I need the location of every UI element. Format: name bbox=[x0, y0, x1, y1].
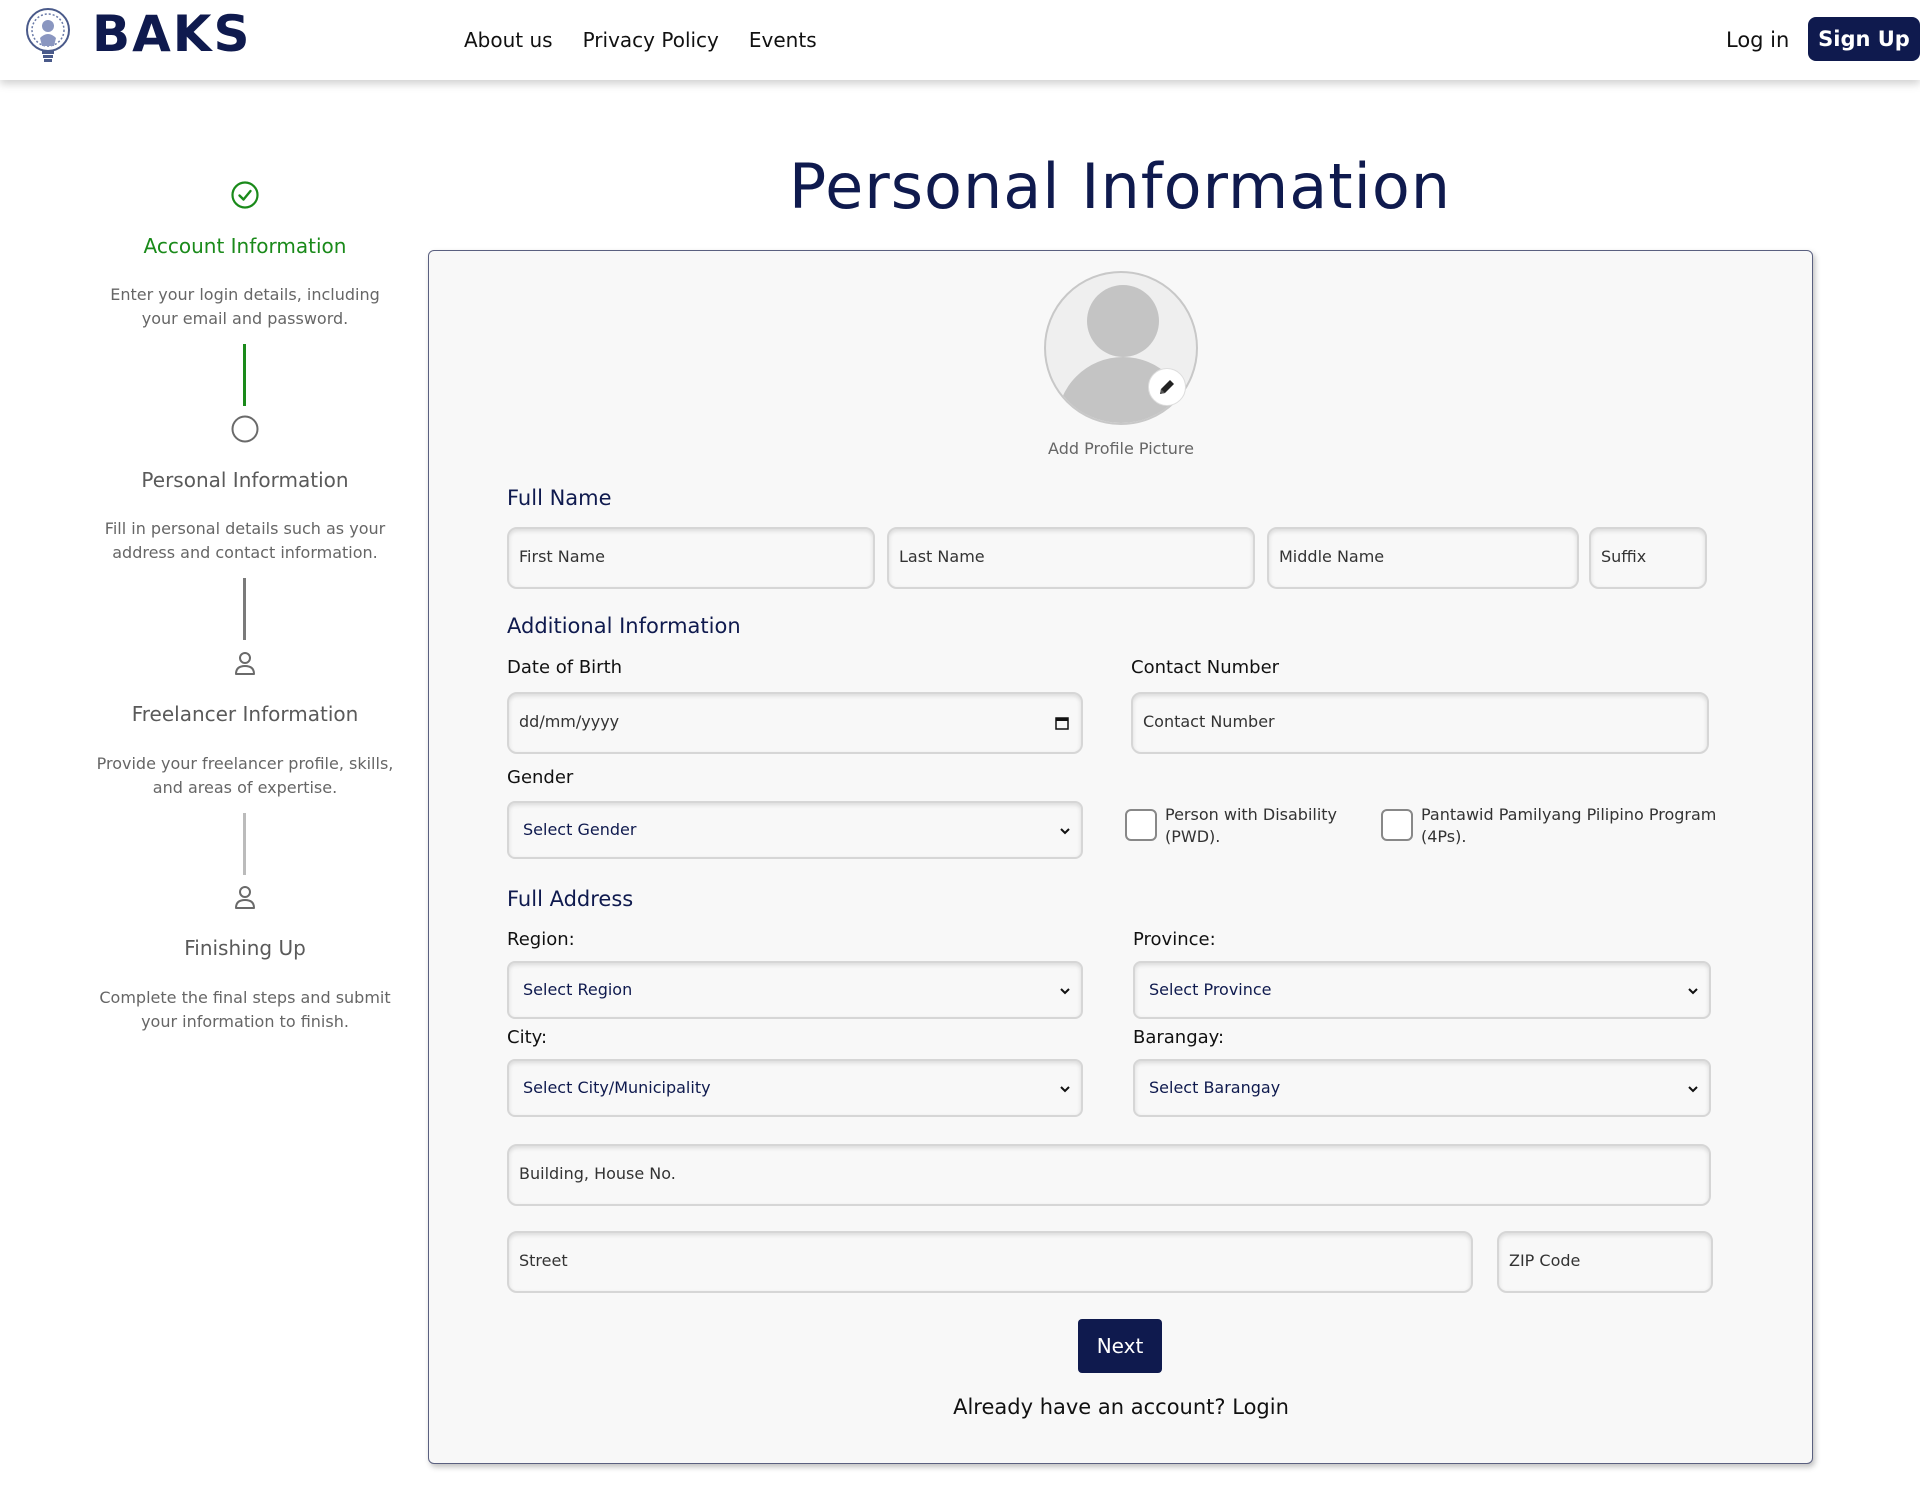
step-connector bbox=[243, 344, 246, 406]
pencil-icon bbox=[1156, 376, 1178, 398]
step-desc-personal: Fill in personal details such as your address and contact information. bbox=[104, 519, 386, 562]
pwd-label: Person with Disability (PWD). bbox=[1165, 805, 1338, 846]
chevron-down-icon bbox=[1687, 1083, 1699, 1095]
first-name-input[interactable]: First Name bbox=[507, 527, 875, 589]
province-label: Province: bbox=[1133, 929, 1216, 950]
step-desc-finishing: Complete the final steps and submit your information to finish. bbox=[99, 988, 391, 1031]
sign-up-button[interactable]: Sign Up bbox=[1808, 17, 1920, 61]
contact-number-input[interactable]: Contact Number bbox=[1131, 692, 1709, 754]
brand-name[interactable]: BAKS bbox=[92, 5, 252, 63]
nav-links bbox=[464, 24, 817, 56]
check-circle-icon bbox=[230, 180, 260, 210]
dob-label: Date of Birth bbox=[507, 657, 623, 678]
pwd-checkbox[interactable] bbox=[1125, 809, 1157, 841]
middle-name-input[interactable]: Middle Name bbox=[1267, 527, 1579, 589]
4ps-checkbox[interactable] bbox=[1381, 809, 1413, 841]
full-address-heading: Full Address bbox=[507, 887, 634, 911]
personal-info-form bbox=[428, 250, 1813, 1464]
edit-profile-picture-button[interactable] bbox=[1148, 368, 1186, 406]
already-text: Already have an account? bbox=[953, 1395, 1226, 1419]
4ps-label: Pantawid Pamilyang Pilipino Program (4Ps). bbox=[1421, 805, 1717, 846]
user-icon bbox=[230, 882, 260, 912]
gender-label: Gender bbox=[507, 767, 574, 788]
nav-link-privacy[interactable]: Privacy Policy bbox=[582, 28, 719, 52]
street-input[interactable]: Street bbox=[507, 1231, 1473, 1293]
step-title-account: Account Information bbox=[143, 234, 347, 258]
login-inline-link[interactable]: Login bbox=[1232, 1395, 1289, 1419]
gender-select[interactable]: Select Gender bbox=[507, 801, 1083, 859]
chevron-down-icon bbox=[1059, 1083, 1071, 1095]
next-button[interactable]: Next bbox=[1078, 1319, 1162, 1373]
step-title-freelancer: Freelancer Information bbox=[131, 702, 359, 726]
step-desc-account: Enter your login details, including your email and password. bbox=[110, 285, 380, 328]
region-label: Region: bbox=[507, 929, 575, 950]
province-select[interactable]: Select Province bbox=[1133, 961, 1711, 1019]
baks-logo-emblem-icon[interactable] bbox=[22, 6, 74, 66]
suffix-input[interactable]: Suffix bbox=[1589, 527, 1707, 589]
city-label: City: bbox=[507, 1027, 548, 1048]
page-title: Personal Information bbox=[788, 150, 1452, 223]
chevron-down-icon bbox=[1687, 985, 1699, 997]
avatar-caption: Add Profile Picture bbox=[1048, 439, 1194, 458]
additional-info-heading: Additional Information bbox=[507, 614, 741, 638]
nav-link-about[interactable]: About us bbox=[464, 28, 553, 52]
barangay-label: Barangay: bbox=[1133, 1027, 1225, 1048]
top-navbar bbox=[0, 0, 1920, 80]
nav-link-events[interactable]: Events bbox=[748, 28, 817, 52]
building-house-input[interactable]: Building, House No. bbox=[507, 1144, 1711, 1206]
login-link[interactable]: Log in bbox=[1726, 28, 1790, 52]
full-name-heading: Full Name bbox=[507, 486, 612, 510]
chevron-down-icon bbox=[1059, 985, 1071, 997]
step-connector bbox=[243, 578, 246, 640]
city-select[interactable]: Select City/Municipality bbox=[507, 1059, 1083, 1117]
date-of-birth-input[interactable]: dd/mm/yyyy bbox=[507, 692, 1083, 754]
zip-code-input[interactable]: ZIP Code bbox=[1497, 1231, 1713, 1293]
calendar-icon[interactable] bbox=[1055, 716, 1069, 730]
already-have-account bbox=[821, 1395, 1421, 1419]
user-icon bbox=[230, 648, 260, 678]
step-title-finishing: Finishing Up bbox=[184, 936, 306, 960]
step-title-personal: Personal Information bbox=[141, 468, 349, 492]
step-connector bbox=[243, 813, 246, 875]
last-name-input[interactable]: Last Name bbox=[887, 527, 1255, 589]
chevron-down-icon bbox=[1059, 825, 1071, 837]
region-select[interactable]: Select Region bbox=[507, 961, 1083, 1019]
step-desc-freelancer: Provide your freelancer profile, skills, and areas of expertise. bbox=[96, 754, 394, 797]
circle-icon bbox=[230, 414, 260, 444]
contact-number-label: Contact Number bbox=[1131, 657, 1280, 678]
barangay-select[interactable]: Select Barangay bbox=[1133, 1059, 1711, 1117]
